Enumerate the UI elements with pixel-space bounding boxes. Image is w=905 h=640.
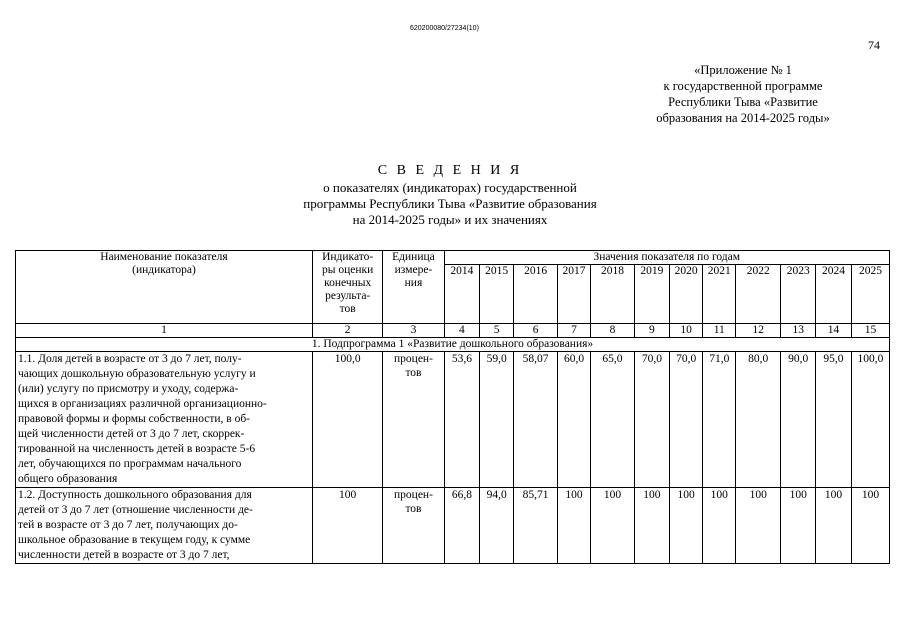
year-cell: 2019 <box>635 265 670 324</box>
year-cell: 2020 <box>669 265 703 324</box>
value-cell: 100 <box>781 488 816 564</box>
year-cell: 2015 <box>480 265 514 324</box>
header-indicator: Индикато- ры оценки конечных результа- тов <box>312 251 383 324</box>
value-cell: 100 <box>703 488 736 564</box>
column-number: 13 <box>781 324 816 338</box>
year-cell: 2014 <box>444 265 480 324</box>
indicators-table <box>15 250 890 564</box>
page-number: 74 <box>868 38 880 52</box>
column-number: 8 <box>590 324 634 338</box>
value-cell: 100 <box>816 488 852 564</box>
year-cell: 2022 <box>736 265 781 324</box>
indicator-name: 1.1. Доля детей в возрасте от 3 до 7 лет, полу- чающих дошкольную образовательную услугу и (или) услугу по присмотру и уходу, содержа- щихся в организациях различной организационно- правовой формы и формы собственности, в об- щей численности детей от 3 до 7 лет, скоррек- тированной на численность детей в возрасте 5-6 лет, обучающихся по программам начального общего образования <box>16 352 313 488</box>
title-line: на 2014-2025 годы» и их значениях <box>352 212 548 227</box>
year-cell: 2017 <box>558 265 591 324</box>
value-cell: 58,07 <box>513 352 557 488</box>
column-number: 14 <box>816 324 852 338</box>
year-cell: 2025 <box>851 265 889 324</box>
value-cell: 53,6 <box>444 352 480 488</box>
title-line: о показателях (индикаторах) государственной <box>323 180 577 195</box>
indicator-target: 100,0 <box>312 352 383 488</box>
year-cell: 2024 <box>816 265 852 324</box>
year-cell: 2016 <box>513 265 557 324</box>
document-code: 620200080/27234(10) <box>410 25 479 32</box>
column-numbers-row <box>16 324 890 338</box>
value-cell: 65,0 <box>590 352 634 488</box>
value-cell: 100 <box>669 488 703 564</box>
column-number: 5 <box>480 324 514 338</box>
column-number: 9 <box>635 324 670 338</box>
title-line: программы Республики Тыва «Развитие образования <box>303 196 597 211</box>
unit-cell: процен- тов <box>383 488 444 564</box>
column-number: 3 <box>383 324 444 338</box>
value-cell: 94,0 <box>480 488 514 564</box>
appendix-line: Республики Тыва «Развитие <box>668 95 818 109</box>
value-cell: 100 <box>590 488 634 564</box>
year-cell: 2023 <box>781 265 816 324</box>
column-number: 4 <box>444 324 480 338</box>
value-cell: 70,0 <box>635 352 670 488</box>
value-cell: 66,8 <box>444 488 480 564</box>
header-name: Наименование показателя (индикатора) <box>16 251 313 324</box>
column-number: 10 <box>669 324 703 338</box>
appendix-line: образования на 2014-2025 годы» <box>656 111 830 125</box>
appendix-note <box>613 62 873 126</box>
column-number: 11 <box>703 324 736 338</box>
value-cell: 85,71 <box>513 488 557 564</box>
document-title <box>240 163 660 228</box>
table-row <box>16 488 890 564</box>
column-number: 6 <box>513 324 557 338</box>
year-cell: 2021 <box>703 265 736 324</box>
value-cell: 95,0 <box>816 352 852 488</box>
value-cell: 90,0 <box>781 352 816 488</box>
column-number: 2 <box>312 324 383 338</box>
value-cell: 100,0 <box>851 352 889 488</box>
value-cell: 60,0 <box>558 352 591 488</box>
header-unit: Единица измере- ния <box>383 251 444 324</box>
appendix-line: к государственной программе <box>663 79 823 93</box>
header-row <box>16 251 890 265</box>
subprogram-row <box>16 338 890 352</box>
indicator-target: 100 <box>312 488 383 564</box>
column-number: 15 <box>851 324 889 338</box>
value-cell: 59,0 <box>480 352 514 488</box>
value-cell: 80,0 <box>736 352 781 488</box>
table-row <box>16 352 890 488</box>
value-cell: 100 <box>558 488 591 564</box>
value-cell: 71,0 <box>703 352 736 488</box>
year-cell: 2018 <box>590 265 634 324</box>
column-number: 12 <box>736 324 781 338</box>
value-cell: 100 <box>736 488 781 564</box>
value-cell: 100 <box>635 488 670 564</box>
column-number: 7 <box>558 324 591 338</box>
value-cell: 70,0 <box>669 352 703 488</box>
title-heading: С В Е Д Е Н И Я <box>377 163 523 178</box>
header-values: Значения показателя по годам <box>444 251 890 265</box>
unit-cell: процен- тов <box>383 352 444 488</box>
column-number: 1 <box>16 324 313 338</box>
value-cell: 100 <box>851 488 889 564</box>
subprogram-title: 1. Подпрограмма 1 «Развитие дошкольного образования» <box>16 338 890 352</box>
indicator-name: 1.2. Доступность дошкольного образования для детей от 3 до 7 лет (отношение численности де- тей в возрасте от 3 до 7 лет, получающих до- школьное образование в текущем году, к сумме численности детей в возрасте от 3 до 7 лет, <box>16 488 313 564</box>
appendix-line: «Приложение № 1 <box>694 63 792 77</box>
